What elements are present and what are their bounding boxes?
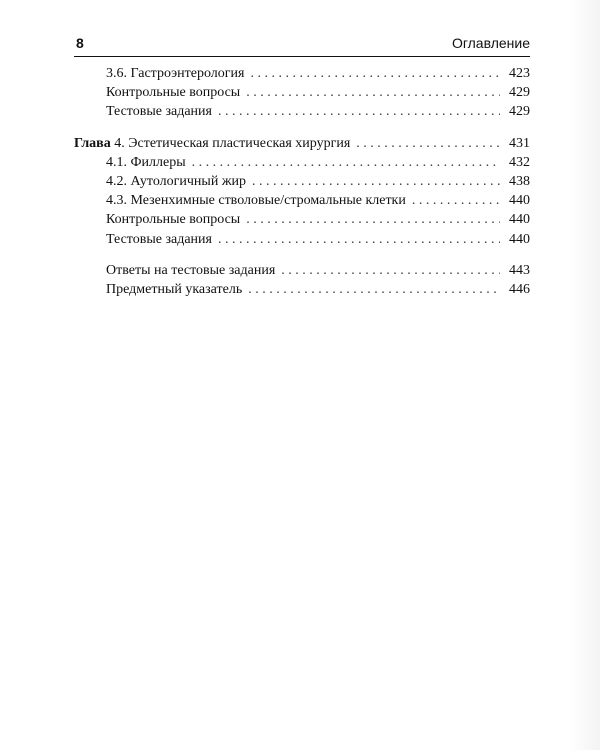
toc-entry-page: 440: [509, 193, 530, 209]
toc-leader-dots: [218, 230, 500, 249]
toc-leader-dots: [356, 134, 500, 153]
page-number: 8: [76, 35, 84, 51]
toc-chapter-title: [74, 134, 350, 153]
toc-entry-title: 4.1. Филлеры: [106, 154, 186, 170]
toc-group: [74, 261, 530, 299]
toc-entry[interactable]: [74, 191, 530, 210]
toc-entry-page: 432: [509, 154, 530, 170]
toc-leader-dots: [246, 210, 500, 229]
toc-leader-dots: [252, 172, 500, 191]
toc-entry[interactable]: [74, 280, 530, 299]
toc-entry-title: Ответы на тестовые задания: [106, 262, 276, 278]
scan-edge-shadow: [570, 0, 600, 750]
toc-entry[interactable]: [74, 172, 530, 191]
running-title: Оглавление: [451, 35, 530, 51]
toc-leader-dots: [192, 153, 500, 172]
toc-entry-page: 440: [509, 231, 530, 247]
toc-entry[interactable]: [74, 102, 530, 121]
toc-entry-title: 4.2. Аутологичный жир: [106, 173, 246, 189]
toc-entry-title: 3.6. Гастроэнтерология: [106, 66, 245, 81]
toc-entry-page: 429: [509, 85, 530, 101]
toc-leader-dots: [248, 280, 500, 299]
header-rule: [74, 56, 530, 57]
toc-chapter-entry[interactable]: [74, 134, 530, 153]
toc-leader-dots: [250, 64, 500, 83]
toc-entry-page: 429: [509, 104, 530, 120]
toc-leader-dots: [218, 102, 500, 121]
toc-entry-page: 440: [509, 212, 530, 228]
toc-leader-dots: [412, 191, 500, 210]
toc-entry[interactable]: [74, 210, 530, 229]
toc-entry-page: 443: [509, 262, 530, 278]
chapter-label: Глава: [74, 135, 111, 151]
toc-entry-title: Тестовые задания: [106, 104, 212, 120]
toc-entry-page: 423: [509, 66, 530, 81]
toc-entry-title: 4.3. Мезенхимные стволовые/стромальные клетки: [106, 193, 406, 209]
toc-entry[interactable]: [74, 230, 530, 249]
chapter-title-text: 4. Эстетическая пластическая хирургия: [110, 135, 351, 151]
toc-entry[interactable]: [74, 153, 530, 172]
toc-entry[interactable]: [74, 64, 530, 83]
toc-leader-dots: [281, 261, 500, 280]
toc-entry-title: Тестовые задания: [106, 231, 212, 247]
toc-entry[interactable]: [74, 261, 530, 280]
toc-entry-page: 446: [509, 281, 530, 297]
toc-entry-title: Контрольные вопросы: [106, 212, 241, 228]
toc-entry-title: Предметный указатель: [106, 281, 243, 297]
toc-entry-page: 438: [509, 173, 530, 189]
table-of-contents: [74, 64, 530, 311]
toc-entry-page: 431: [509, 135, 530, 151]
toc-group: [74, 134, 530, 249]
toc-entry[interactable]: [74, 83, 530, 102]
toc-entry-title: Контрольные вопросы: [106, 85, 241, 101]
toc-leader-dots: [246, 83, 500, 102]
toc-group: [74, 64, 530, 122]
